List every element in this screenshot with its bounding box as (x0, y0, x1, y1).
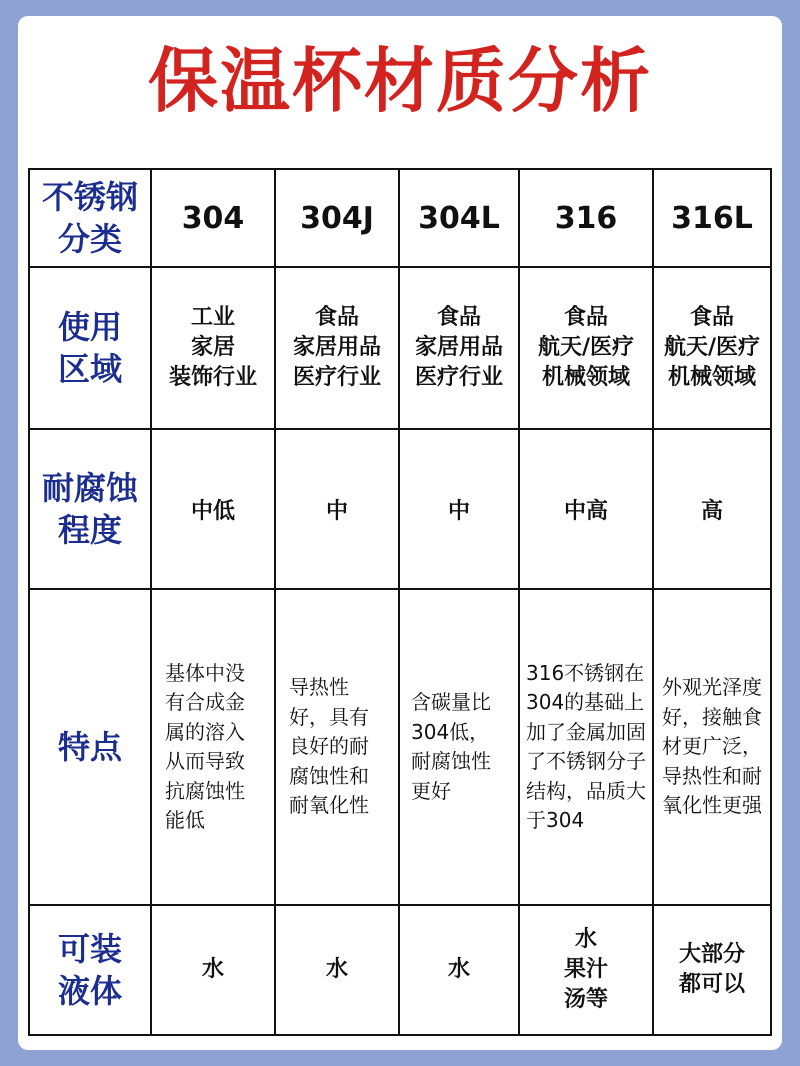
liquids-cell: 水 果汁 汤等 (519, 905, 653, 1035)
feature-cell: 基体中没有合成金属的溶入从而导致抗腐蚀性能低 (151, 589, 275, 905)
grade-cell: 316L (653, 169, 771, 267)
row-header-usage: 使用 区域 (29, 267, 151, 429)
usage-cell: 工业 家居 装饰行业 (151, 267, 275, 429)
table-row (29, 169, 771, 267)
liquids-cell: 水 (151, 905, 275, 1035)
row-header-liquids: 可装 液体 (29, 905, 151, 1035)
usage-cell: 食品 家居用品 医疗行业 (399, 267, 519, 429)
corrosion-cell: 中 (275, 429, 399, 589)
feature-cell: 含碳量比304低，耐腐蚀性更好 (399, 589, 519, 905)
feature-cell: 导热性好，具有良好的耐腐蚀性和耐氧化性 (275, 589, 399, 905)
grade-cell: 304 (151, 169, 275, 267)
corrosion-cell: 中低 (151, 429, 275, 589)
usage-cell: 食品 航天/医疗 机械领域 (519, 267, 653, 429)
material-table (28, 168, 772, 1036)
row-header-corrosion: 耐腐蚀 程度 (29, 429, 151, 589)
liquids-cell: 水 (399, 905, 519, 1035)
grade-cell: 316 (519, 169, 653, 267)
table-row (29, 267, 771, 429)
corrosion-cell: 中 (399, 429, 519, 589)
liquids-cell: 水 (275, 905, 399, 1035)
grade-cell: 304L (399, 169, 519, 267)
table-row (29, 905, 771, 1035)
feature-cell: 外观光泽度好，接触食材更广泛，导热性和耐氧化性更强 (653, 589, 771, 905)
page-title: 保温杯材质分析 (148, 40, 652, 122)
usage-cell: 食品 家居用品 医疗行业 (275, 267, 399, 429)
liquids-cell: 大部分 都可以 (653, 905, 771, 1035)
feature-cell: 316不锈钢在304的基础上加了金属加固了不锈钢分子结构，品质大于304 (519, 589, 653, 905)
row-header-feature: 特点 (29, 589, 151, 905)
grade-cell: 304J (275, 169, 399, 267)
corrosion-cell: 高 (653, 429, 771, 589)
table-row (29, 429, 771, 589)
usage-cell: 食品 航天/医疗 机械领域 (653, 267, 771, 429)
corrosion-cell: 中高 (519, 429, 653, 589)
table-row (29, 589, 771, 905)
row-header-category: 不锈钢 分类 (29, 169, 151, 267)
